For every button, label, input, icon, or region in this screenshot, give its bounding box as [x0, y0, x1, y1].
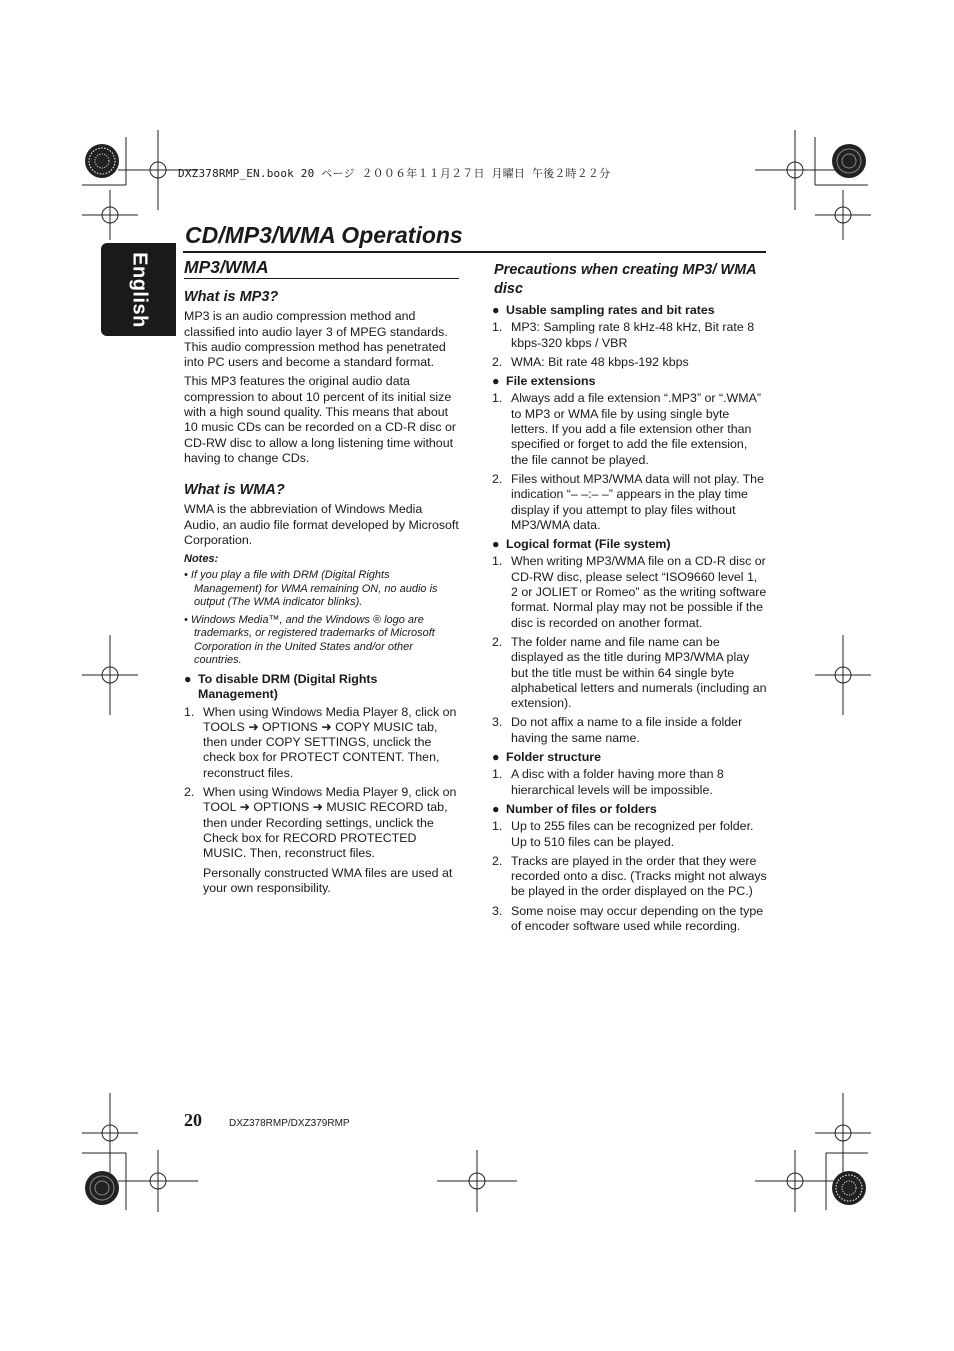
heading-what-is-wma: What is WMA? — [184, 482, 285, 499]
note-item: • If you play a file with DRM (Digital Rights Management) for WMA remaining ON, no audio is output (The WMA indicator blinks). — [184, 569, 438, 609]
list-item: 2. Tracks are played in the order that they were recorded onto a disc. (Tracks might not always be played in the order displayed on the PC.) — [492, 853, 767, 899]
drm-heading — [184, 672, 459, 703]
language-tab — [101, 243, 176, 336]
bullet-icon: ● — [184, 671, 192, 686]
list-number: 2. — [184, 785, 195, 800]
list-item: 1. A disc with a folder having more than 8 hierarchical levels will be impossible. — [492, 767, 724, 797]
mp3-paragraph-1: MP3 is an audio compression method and classified into audio layer 3 of MPEG standards. This audio compression method has penetrated into PC users and become a standard format. — [184, 309, 448, 370]
bullet-icon: ● — [492, 303, 500, 317]
list-text: When using Windows Media Player 9, click on TOOL ➜ OPTIONS ➜ MUSIC RECORD tab, then under Recording settings, unclick the Check box for RECORD PROTECTED MUSIC. Then, reconstruct files. — [203, 785, 457, 861]
drm-responsibility-note: Personally constructed WMA files are used at your own responsibility. — [203, 865, 453, 895]
note-item: • Windows Media™, and the Windows ® logo are trademarks, or registered trademarks of Microsoft Corporation in the United States and/or other countries. — [184, 613, 435, 667]
drm-heading-text: To disable DRM (Digital Rights Management) — [198, 671, 378, 702]
book-info-line: DXZ378RMP_EN.book 20 ページ ２００６年１１月２７日 月曜日 午後２時２２分 — [178, 167, 611, 180]
section-title: ● Folder structure — [492, 750, 602, 765]
model-number: DXZ378RMP/DXZ379RMP — [229, 1118, 350, 1129]
section-title: ● Logical format (File system) — [492, 537, 671, 552]
notes-heading: Notes: — [184, 553, 219, 566]
list-item: 3. Some noise may occur depending on the type of encoder software used while recording. — [492, 903, 764, 933]
left-column — [184, 257, 459, 900]
list-item: 1. When writing MP3/WMA file on a CD-R disc or CD-RW disc, please select “ISO9660 level 1, 2 or JOLIET or Romeo” as the writing software format. Normal play may not be possible if the disc is recorded on another format. — [492, 554, 767, 630]
title-rule — [183, 251, 766, 253]
list-item: 2. The folder name and file name can be displayed as the title during MP3/WMA play but the title must be within 64 single byte alphabetical letters and numerals (including an extension). — [492, 634, 767, 711]
list-item: 2. Files without MP3/WMA data will not play. The indication “– –:– –” appears in the play time display if you attempt to play files without MP3/WMA data. — [492, 471, 764, 532]
section-title: ● Number of files or folders — [492, 801, 657, 816]
bullet-icon: ● — [492, 537, 500, 552]
language-tab-label: English — [128, 251, 150, 328]
section-heading-mp3-wma: MP3/WMA — [184, 260, 459, 279]
mp3-paragraph-2: This MP3 features the original audio data compression to about 10 percent of its initial size with a high sound quality. This means that about 10 music CDs can be recorded on a CD-R disc or CD-RW disc to allow a long listening time without having to change CDs. — [184, 374, 457, 465]
list-item: 2. WMA: Bit rate 48 kbps-192 kbps — [492, 354, 689, 369]
wma-paragraph-1: WMA is the abbreviation of Windows Media Audio, an audio file format developed by Microsoft Corporation. — [184, 502, 459, 547]
list-item: 1. Always add a file extension “.MP3” or “.WMA” to MP3 or WMA file by using single byte letters. If you add a file extension other than specified or forget to add the file extension, the file cannot be played. — [492, 391, 761, 467]
heading-what-is-mp3: What is MP3? — [184, 289, 279, 306]
section-title: ● Usable sampling rates and bit rates — [492, 303, 715, 317]
list-item — [184, 705, 459, 781]
list-number: 1. — [184, 704, 195, 719]
page-title: CD/MP3/WMA Operations — [185, 222, 463, 248]
bullet-icon: ● — [492, 801, 500, 816]
heading-precautions: Precautions when creating MP3/ WMA disc — [494, 262, 757, 297]
list-text: When using Windows Media Player 8, click on TOOLS ➜ OPTIONS ➜ COPY MUSIC tab, then under COPY SETTINGS, unclick the check box for PROTECT CONTENT. Then, reconstruct files. — [203, 704, 457, 780]
list-item: 3. Do not affix a name to a file inside a folder having the same name. — [492, 715, 743, 745]
list-item — [184, 785, 459, 861]
list-item: 1. Up to 255 files can be recognized per folder. Up to 510 files can be played. — [492, 819, 754, 849]
right-column — [492, 261, 767, 938]
section-title: ● File extensions — [492, 374, 596, 389]
bullet-icon: ● — [492, 374, 500, 389]
list-item: 1. MP3: Sampling rate 8 kHz-48 kHz, Bit rate 8 kbps-320 kbps / VBR — [492, 320, 755, 350]
bullet-icon: ● — [492, 750, 500, 765]
page-number: 20 — [184, 1110, 202, 1130]
